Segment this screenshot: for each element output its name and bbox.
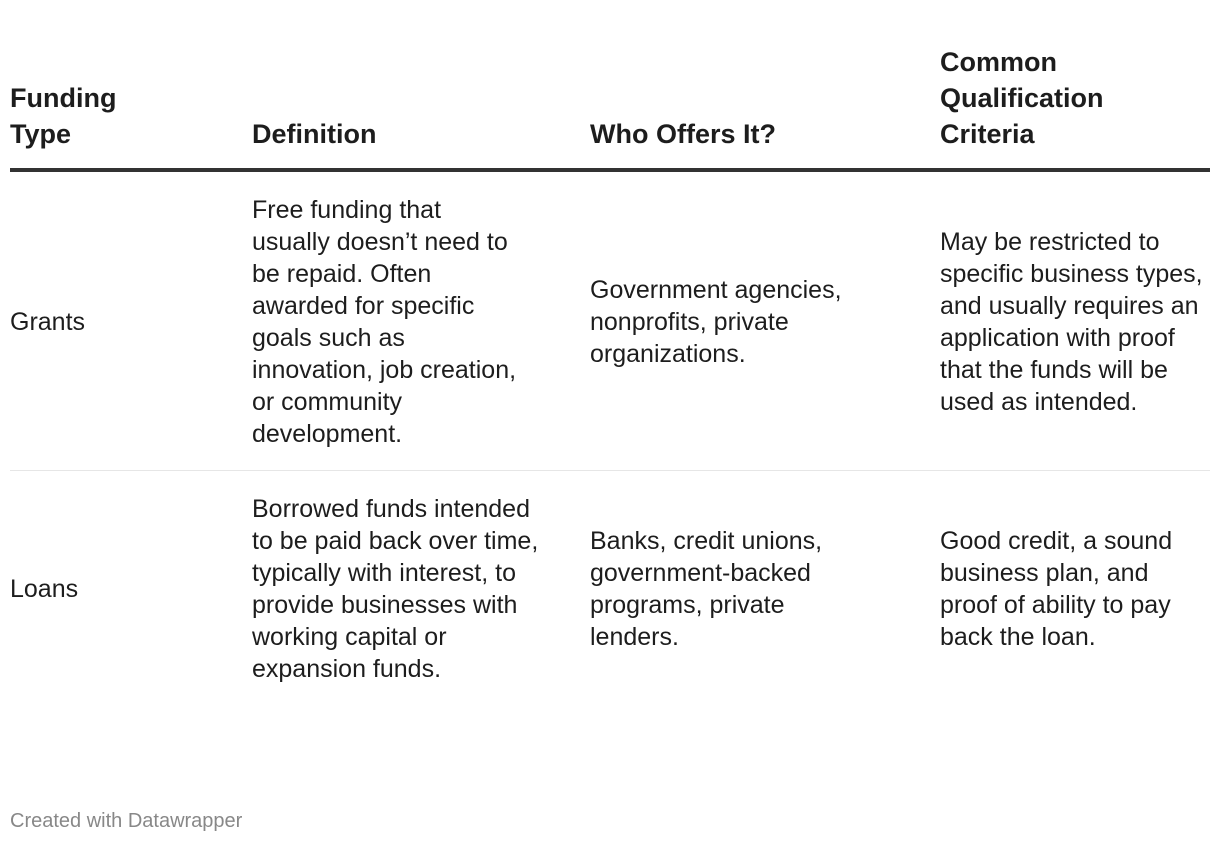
funding-table-container bbox=[10, 44, 1210, 701]
cell-funding-type: Loans bbox=[10, 575, 79, 603]
header-funding-type: Funding Type bbox=[10, 44, 252, 170]
table-header-row bbox=[10, 44, 1210, 170]
cell-funding-type: Grants bbox=[10, 170, 252, 471]
cell-who-offers: Government agencies, nonprofits, private organizations. bbox=[590, 170, 940, 471]
table-row bbox=[10, 170, 1210, 471]
header-definition: Definition bbox=[252, 44, 590, 170]
funding-types-table bbox=[10, 44, 1210, 701]
cell-who-offers: Banks, credit unions, government-backed programs, private lenders. bbox=[590, 527, 823, 651]
header-who-offers: Who Offers It? bbox=[590, 44, 940, 170]
cell-qualification-criteria: May be restricted to specific business types, and usually requires an application with proof that the funds will be used as intended. bbox=[940, 170, 1210, 471]
table-row bbox=[10, 471, 1210, 702]
header-qualification-criteria: Common Qualification Criteria bbox=[940, 44, 1210, 170]
cell-definition: Free funding that usually doesn’t need to be repaid. Often awarded for specific goals such as innovation, job creation, or community development. bbox=[252, 170, 590, 471]
cell-qualification-criteria: Good credit, a sound business plan, and proof of ability to pay back the loan. bbox=[940, 527, 1173, 651]
cell-definition: Borrowed funds intended to be paid back over time, typically with interest, to provide businesses with working capital or expansion funds. bbox=[252, 495, 539, 683]
datawrapper-credit: Created with Datawrapper bbox=[10, 810, 243, 832]
